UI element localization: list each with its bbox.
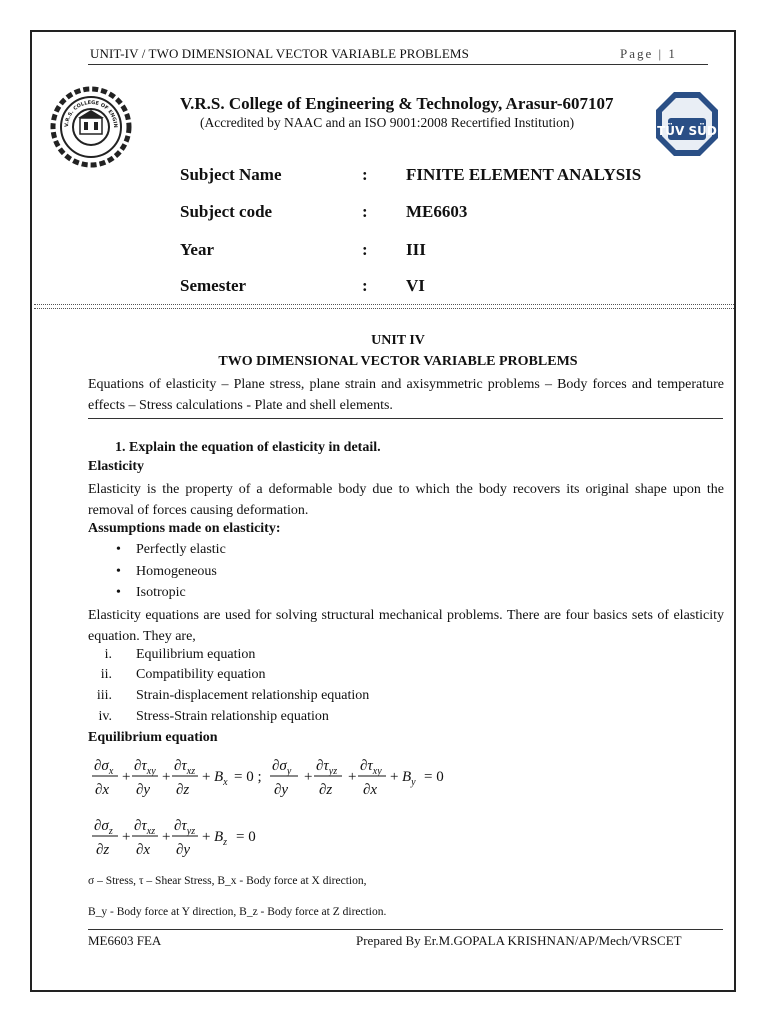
list-item-text: Stress-Strain relationship equation	[136, 709, 329, 724]
symbol-note-1: σ – Stress, τ – Shear Stress, B_x - Body force at X direction,	[88, 875, 367, 887]
svg-text:∂x: ∂x	[363, 782, 378, 798]
svg-text:+: +	[162, 829, 171, 845]
svg-text:∂y: ∂y	[136, 782, 151, 798]
svg-text:+: +	[202, 829, 211, 845]
svg-text:∂τxz: $\partial\tau_{xz}$	[134, 818, 156, 837]
list-item-number: i.	[104, 647, 112, 662]
unit-syllabus: Equations of elasticity – Plane stress, plane strain and axisymmetric problems – Body forces and temperature effects – Stress calculations - Plate and shell elements.	[88, 377, 724, 413]
svg-text:∂σz: $\partial\sigma_z$	[94, 818, 113, 837]
college-name: V.R.S. College of Engineering & Technology, Arasur-607107	[180, 94, 614, 113]
info-label: Semester	[180, 276, 247, 295]
svg-text:Bx: $B_x$	[214, 769, 228, 788]
footer-divider	[88, 929, 723, 930]
list-item	[88, 709, 488, 729]
svg-text:∂y: ∂y	[176, 842, 191, 858]
svg-text:= 0: = 0	[424, 769, 444, 785]
elasticity-definition: Elasticity is the property of a deformable body due to which the body recovers its original shape upon the removal of forces causing deformation.	[88, 482, 724, 518]
svg-text:+: +	[202, 769, 211, 785]
tuv-certification-logo	[654, 90, 720, 165]
svg-text:∂τxy: $\partial\tau_{xy}$	[134, 758, 156, 777]
list-item-number: iii.	[96, 688, 112, 703]
list-item-number: ii.	[100, 667, 112, 682]
svg-text:By: $B_y$	[402, 769, 416, 788]
info-colon: :	[362, 202, 368, 221]
cert-logo-text: TÜV SÜD	[657, 124, 717, 138]
info-colon: :	[362, 276, 368, 295]
list-item	[88, 647, 488, 667]
info-colon: :	[362, 240, 368, 259]
svg-text:+: +	[122, 769, 131, 785]
svg-text:∂z: ∂z	[176, 782, 190, 798]
header-page-number: Page | 1	[620, 46, 677, 61]
svg-text:+: +	[304, 769, 313, 785]
equations-intro: Elasticity equations are used for solving structural mechanical problems. There are four basics sets of elasticity equation. They are,	[88, 608, 724, 644]
info-value: ME6603	[406, 202, 468, 221]
equilibrium-equation-z	[88, 812, 308, 865]
list-item-text: Compatibility equation	[136, 667, 266, 682]
list-item-text: Strain-displacement relationship equation	[136, 688, 370, 703]
svg-text:+: +	[348, 769, 357, 785]
list-item-text: Equilibrium equation	[136, 647, 256, 662]
list-item-text: Isotropic	[136, 585, 186, 600]
college-seal-logo	[48, 84, 134, 175]
seal-text: V.R.S. COLLEGE OF ENGIN	[63, 99, 119, 128]
svg-text:∂z: ∂z	[319, 782, 333, 798]
svg-text:+: +	[122, 829, 131, 845]
equilibrium-heading: Equilibrium equation	[88, 730, 218, 745]
svg-text:∂σy: $\partial\sigma_y$	[272, 758, 292, 777]
svg-text:∂x: ∂x	[95, 782, 110, 798]
svg-text:∂y: ∂y	[274, 782, 289, 798]
question-1: 1. Explain the equation of elasticity in detail.	[115, 440, 381, 455]
list-item: • Homogeneous	[116, 564, 217, 579]
list-item	[88, 688, 488, 708]
info-colon: :	[362, 165, 368, 184]
list-item-number: iv.	[98, 709, 112, 724]
unit-title: TWO DIMENSIONAL VECTOR VARIABLE PROBLEMS	[218, 354, 578, 369]
list-item: • Isotropic	[116, 585, 186, 600]
unit-number: UNIT IV	[371, 333, 425, 348]
info-value: III	[406, 240, 426, 259]
section-divider	[88, 418, 723, 419]
college-accreditation: (Accredited by NAAC and an ISO 9001:2008 Recertified Institution)	[200, 115, 575, 130]
svg-text:= 0: = 0	[236, 829, 256, 845]
info-label: Subject code	[180, 202, 273, 221]
svg-text:∂σx: $\partial\sigma_x$	[94, 758, 114, 777]
list-item	[88, 667, 488, 687]
footer-course-code: ME6603 FEA	[88, 933, 162, 948]
header-unit-title: UNIT-IV / TWO DIMENSIONAL VECTOR VARIABLE PROBLEMS	[90, 46, 469, 61]
list-item-text: Perfectly elastic	[136, 542, 226, 557]
info-label: Subject Name	[180, 165, 282, 184]
svg-text:∂τyz: $\partial\tau_{yz}$	[174, 818, 196, 837]
footer-prepared-by: Prepared By Er.M.GOPALA KRISHNAN/AP/Mech/VRSCET	[356, 933, 682, 948]
svg-text:∂τxy: $\partial\tau_{xy}$	[360, 758, 382, 777]
svg-text:+: +	[390, 769, 399, 785]
header-divider	[88, 64, 708, 65]
svg-text:Bz: $B_z$	[214, 829, 228, 848]
assumptions-heading: Assumptions made on elasticity:	[88, 521, 281, 536]
dotted-divider	[34, 304, 734, 305]
svg-text:∂τyz: $\partial\tau_{yz}$	[316, 758, 338, 777]
list-item-text: Homogeneous	[136, 564, 217, 579]
symbol-note-2: B_y - Body force at Y direction, B_z - Body force at Z direction.	[88, 906, 387, 918]
svg-text:∂z: ∂z	[96, 842, 110, 858]
info-value: FINITE ELEMENT ANALYSIS	[406, 165, 642, 184]
elasticity-heading: Elasticity	[88, 459, 144, 474]
info-value: VI	[406, 276, 425, 295]
dotted-divider	[34, 308, 734, 309]
svg-text:∂x: ∂x	[136, 842, 151, 858]
svg-text:= 0 ;: = 0 ;	[234, 769, 262, 785]
svg-text:+: +	[162, 769, 171, 785]
equilibrium-equation-xy	[88, 752, 488, 805]
info-label: Year	[180, 240, 214, 259]
list-item: • Perfectly elastic	[116, 542, 226, 557]
svg-text:∂τxz: $\partial\tau_{xz}$	[174, 758, 196, 777]
